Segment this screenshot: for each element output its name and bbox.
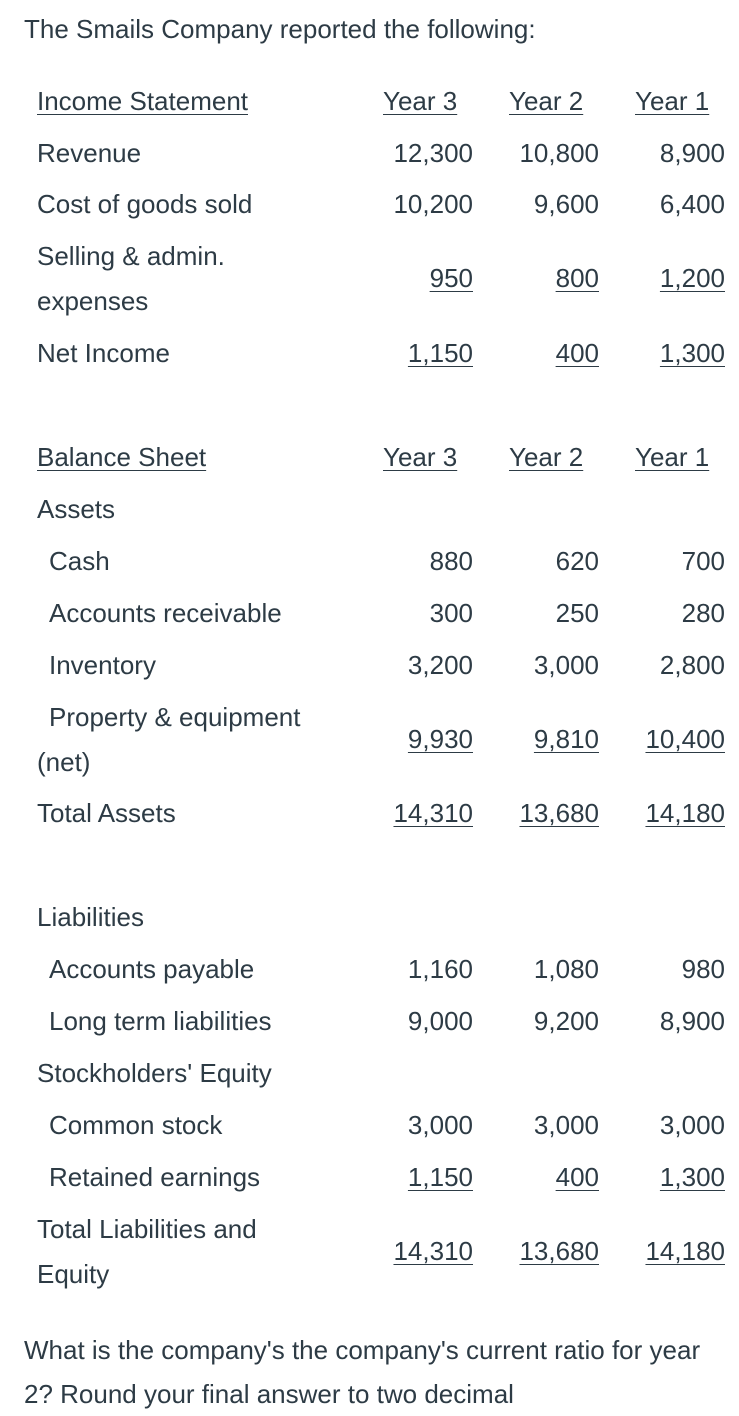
bs-year-1-header: Year 1 bbox=[635, 442, 710, 472]
bs-year-3-header: Year 3 bbox=[383, 442, 458, 472]
property-equipment-label-line-2: (net) bbox=[37, 747, 91, 777]
cogs-label: Cost of goods sold bbox=[37, 189, 253, 219]
accounts-receivable-label: Accounts receivable bbox=[49, 598, 282, 628]
total-liabilities-equity-label-line-1: Total Liabilities and bbox=[37, 1214, 257, 1244]
cogs-year-2: 9,600 bbox=[533, 189, 599, 219]
net-income-year-1: 1,300 bbox=[659, 338, 725, 368]
accounts-receivable-year-3: 300 bbox=[429, 598, 473, 628]
accounts-payable-label: Accounts payable bbox=[49, 954, 255, 984]
assets-label: Assets bbox=[37, 494, 116, 524]
retained-earnings-year-1: 1,300 bbox=[659, 1162, 725, 1192]
retained-earnings-year-3: 1,150 bbox=[407, 1162, 473, 1192]
total-liabilities-equity-label-line-2: Equity bbox=[37, 1259, 110, 1289]
cogs-year-1: 6,400 bbox=[659, 189, 725, 219]
property-equipment-label-line-1: Property & equipment bbox=[49, 702, 301, 732]
accounts-payable-year-1: 980 bbox=[681, 954, 725, 984]
cogs-year-3: 10,200 bbox=[393, 189, 473, 219]
total-liabilities-equity-year-3: 14,310 bbox=[393, 1236, 473, 1266]
sga-year-2: 800 bbox=[555, 263, 599, 293]
question-text: What is the company's the company's current ratio for year 2? Round your final answer to two decimal bbox=[24, 1335, 701, 1409]
revenue-year-2: 10,800 bbox=[519, 138, 599, 168]
balance-sheet-heading: Balance Sheet bbox=[37, 442, 207, 472]
is-year-1-header: Year 1 bbox=[635, 86, 710, 116]
total-liabilities-equity-year-2: 13,680 bbox=[519, 1236, 599, 1266]
accounts-payable-year-2: 1,080 bbox=[533, 954, 599, 984]
inventory-label: Inventory bbox=[49, 650, 156, 680]
bs-year-2-header: Year 2 bbox=[509, 442, 584, 472]
property-equipment-year-3: 9,930 bbox=[407, 724, 473, 754]
total-assets-year-3: 14,310 bbox=[393, 798, 473, 828]
property-equipment-year-2: 9,810 bbox=[533, 724, 599, 754]
cash-year-3: 880 bbox=[429, 546, 473, 576]
net-income-year-2: 400 bbox=[555, 338, 599, 368]
cash-year-2: 620 bbox=[555, 546, 599, 576]
sga-label-line-1: Selling & admin. bbox=[37, 241, 225, 271]
is-year-3-header: Year 3 bbox=[383, 86, 458, 116]
income-statement-heading: Income Statement bbox=[37, 86, 248, 116]
inventory-year-2: 3,000 bbox=[533, 650, 599, 680]
long-term-liabilities-label: Long term liabilities bbox=[49, 1006, 272, 1036]
sga-year-3: 950 bbox=[429, 263, 473, 293]
accounts-receivable-year-2: 250 bbox=[555, 598, 599, 628]
net-income-label: Net Income bbox=[37, 338, 170, 368]
common-stock-year-3: 3,000 bbox=[407, 1110, 473, 1140]
sga-label-line-2: expenses bbox=[37, 286, 149, 316]
total-assets-year-2: 13,680 bbox=[519, 798, 599, 828]
is-year-2-header: Year 2 bbox=[509, 86, 584, 116]
long-term-liabilities-year-1: 8,900 bbox=[659, 1006, 725, 1036]
cash-year-1: 700 bbox=[681, 546, 725, 576]
long-term-liabilities-year-3: 9,000 bbox=[407, 1006, 473, 1036]
common-stock-year-2: 3,000 bbox=[533, 1110, 599, 1140]
total-liabilities-equity-year-1: 14,180 bbox=[645, 1236, 725, 1266]
liabilities-label: Liabilities bbox=[37, 902, 144, 932]
total-assets-year-1: 14,180 bbox=[645, 798, 725, 828]
stockholders-equity-label: Stockholders' Equity bbox=[37, 1058, 272, 1088]
total-assets-label: Total Assets bbox=[37, 798, 176, 828]
accounts-payable-year-3: 1,160 bbox=[407, 954, 473, 984]
sga-year-1: 1,200 bbox=[659, 263, 725, 293]
common-stock-year-1: 3,000 bbox=[659, 1110, 725, 1140]
revenue-year-3: 12,300 bbox=[393, 138, 473, 168]
accounts-receivable-year-1: 280 bbox=[681, 598, 725, 628]
revenue-year-1: 8,900 bbox=[659, 138, 725, 168]
retained-earnings-label: Retained earnings bbox=[49, 1162, 261, 1192]
revenue-label: Revenue bbox=[37, 138, 142, 168]
common-stock-label: Common stock bbox=[49, 1110, 223, 1140]
inventory-year-1: 2,800 bbox=[659, 650, 725, 680]
long-term-liabilities-year-2: 9,200 bbox=[533, 1006, 599, 1036]
inventory-year-3: 3,200 bbox=[407, 650, 473, 680]
property-equipment-year-1: 10,400 bbox=[645, 724, 725, 754]
retained-earnings-year-2: 400 bbox=[555, 1162, 599, 1192]
net-income-year-3: 1,150 bbox=[407, 338, 473, 368]
intro-text: The Smails Company reported the following: bbox=[24, 14, 536, 44]
cash-label: Cash bbox=[49, 546, 110, 576]
